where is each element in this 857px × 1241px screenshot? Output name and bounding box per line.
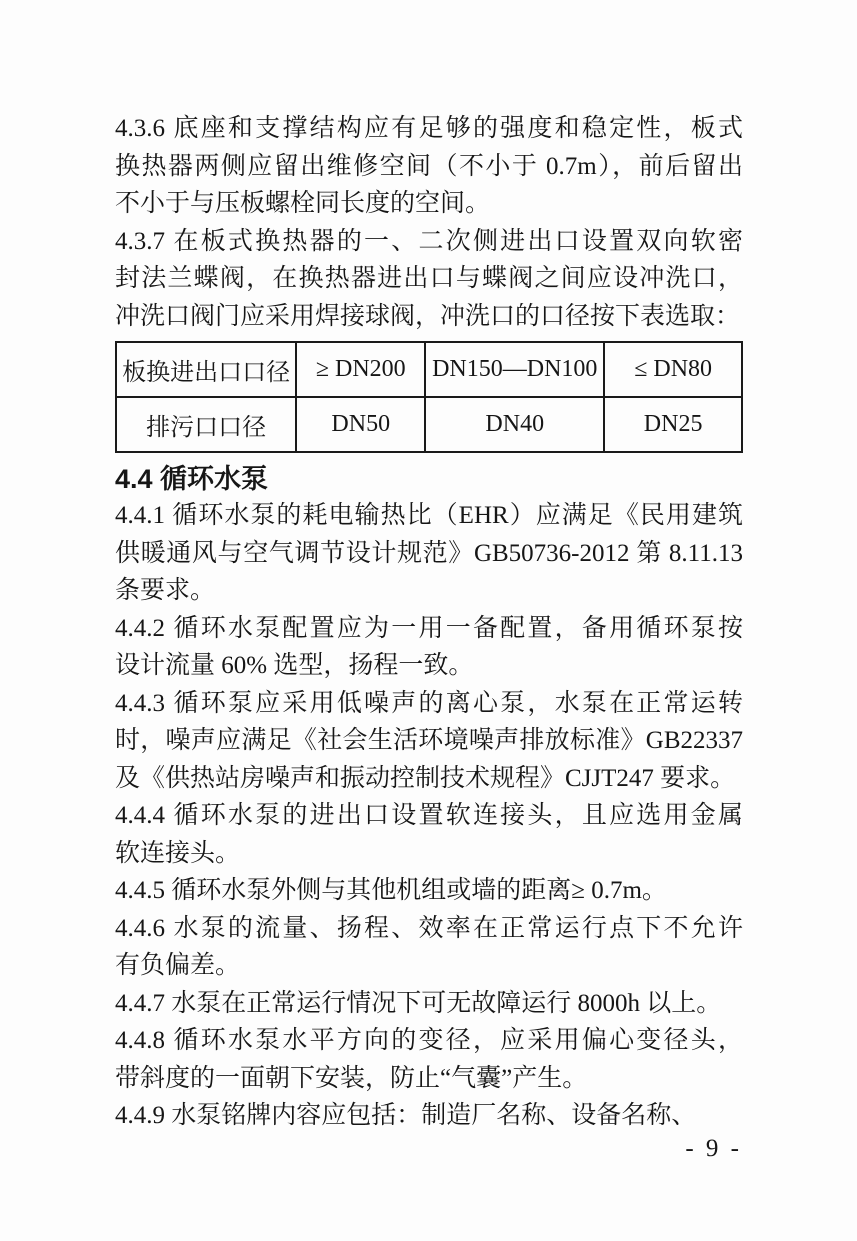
text-line: 设计流量 60% 选型，扬程一致。 bbox=[115, 652, 474, 679]
text-line: 不小于与压板螺栓同长度的空间。 bbox=[115, 190, 491, 217]
paragraph-4-4-7 bbox=[115, 985, 743, 1023]
text-line: 4.3.6 底座和支撑结构应有足够的强度和稳定性，板式 bbox=[115, 115, 743, 142]
text-line: 软连接头。 bbox=[115, 839, 241, 867]
text-line: 4.4.4 循环水泵的进出口设置软连接头，且应选用金属 bbox=[115, 802, 743, 829]
text-line: 及《供热站房噪声和振动控制技术规程》CJJT247 要求。 bbox=[115, 764, 736, 792]
text-line: 4.3.7 在板式换热器的一、二次侧进出口设置双向软密 bbox=[115, 227, 743, 255]
paragraph-4-4-4 bbox=[115, 797, 743, 872]
table-cell: 板换进出口口径 bbox=[116, 342, 296, 397]
flush-port-diameter-table bbox=[115, 341, 743, 453]
table-cell: DN50 bbox=[296, 397, 425, 452]
paragraph-4-3-6 bbox=[115, 110, 743, 223]
text-line: 条要求。 bbox=[115, 577, 216, 604]
text-line: 冲洗口阀门应采用焊接球阀，冲洗口的口径按下表选取： bbox=[115, 302, 741, 330]
table-row bbox=[116, 397, 742, 452]
section-heading-4-4: 4.4 循环水泵 bbox=[115, 464, 269, 494]
text-line: 4.4.9 水泵铭牌内容应包括：制造厂名称、设备名称、 bbox=[115, 1102, 697, 1129]
document-content bbox=[115, 110, 743, 1135]
paragraph-4-4-8 bbox=[115, 1022, 743, 1097]
table-cell: DN40 bbox=[425, 397, 604, 452]
text-line: 4.4.5 循环水泵外侧与其他机组或墙的距离≥ 0.7m。 bbox=[115, 877, 667, 904]
text-line: 封法兰蝶阀，在换热器进出口与蝶阀之间应设冲洗口， bbox=[115, 265, 743, 292]
table-cell: DN150—DN100 bbox=[425, 342, 604, 397]
table-cell: ≥ DN200 bbox=[296, 342, 425, 397]
paragraph-4-4-6 bbox=[115, 910, 743, 985]
paragraph-4-3-7 bbox=[115, 223, 743, 336]
text-line: 4.4.6 水泵的流量、扬程、效率在正常运行点下不允许 bbox=[115, 914, 743, 942]
text-line: 供暖通风与空气调节设计规范》GB50736-2012 第 8.11.13 bbox=[115, 539, 743, 567]
text-line: 4.4.1 循环水泵的耗电输热比（EHR）应满足《民用建筑 bbox=[115, 502, 743, 529]
table-cell: DN25 bbox=[604, 397, 742, 452]
table-cell: ≤ DN80 bbox=[604, 342, 742, 397]
page-number: - 9 - bbox=[685, 1135, 742, 1162]
text-line: 4.4.3 循环泵应采用低噪声的离心泵，水泵在正常运转 bbox=[115, 689, 743, 717]
text-line: 时，噪声应满足《社会生活环境噪声排放标准》GB22337 bbox=[115, 727, 743, 754]
text-line: 4.4.8 循环水泵水平方向的变径，应采用偏心变径头， bbox=[115, 1027, 743, 1054]
text-line: 4.4.7 水泵在正常运行情况下可无故障运行 8000h 以上。 bbox=[115, 989, 722, 1017]
text-line: 4.4.2 循环水泵配置应为一用一备配置，备用循环泵按 bbox=[115, 614, 743, 642]
paragraph-4-4-1 bbox=[115, 497, 743, 610]
paragraph-4-4-3 bbox=[115, 685, 743, 798]
paragraph-4-4-2 bbox=[115, 610, 743, 685]
table-cell: 排污口口径 bbox=[116, 397, 296, 452]
paragraph-4-4-5 bbox=[115, 872, 743, 910]
paragraph-4-4-9 bbox=[115, 1097, 743, 1135]
text-line: 有负偏差。 bbox=[115, 952, 241, 979]
text-line: 带斜度的一面朝下安装，防止“气囊”产生。 bbox=[115, 1064, 588, 1092]
text-line: 换热器两侧应留出维修空间（不小于 0.7m），前后留出 bbox=[115, 152, 743, 180]
table-row bbox=[116, 342, 742, 397]
